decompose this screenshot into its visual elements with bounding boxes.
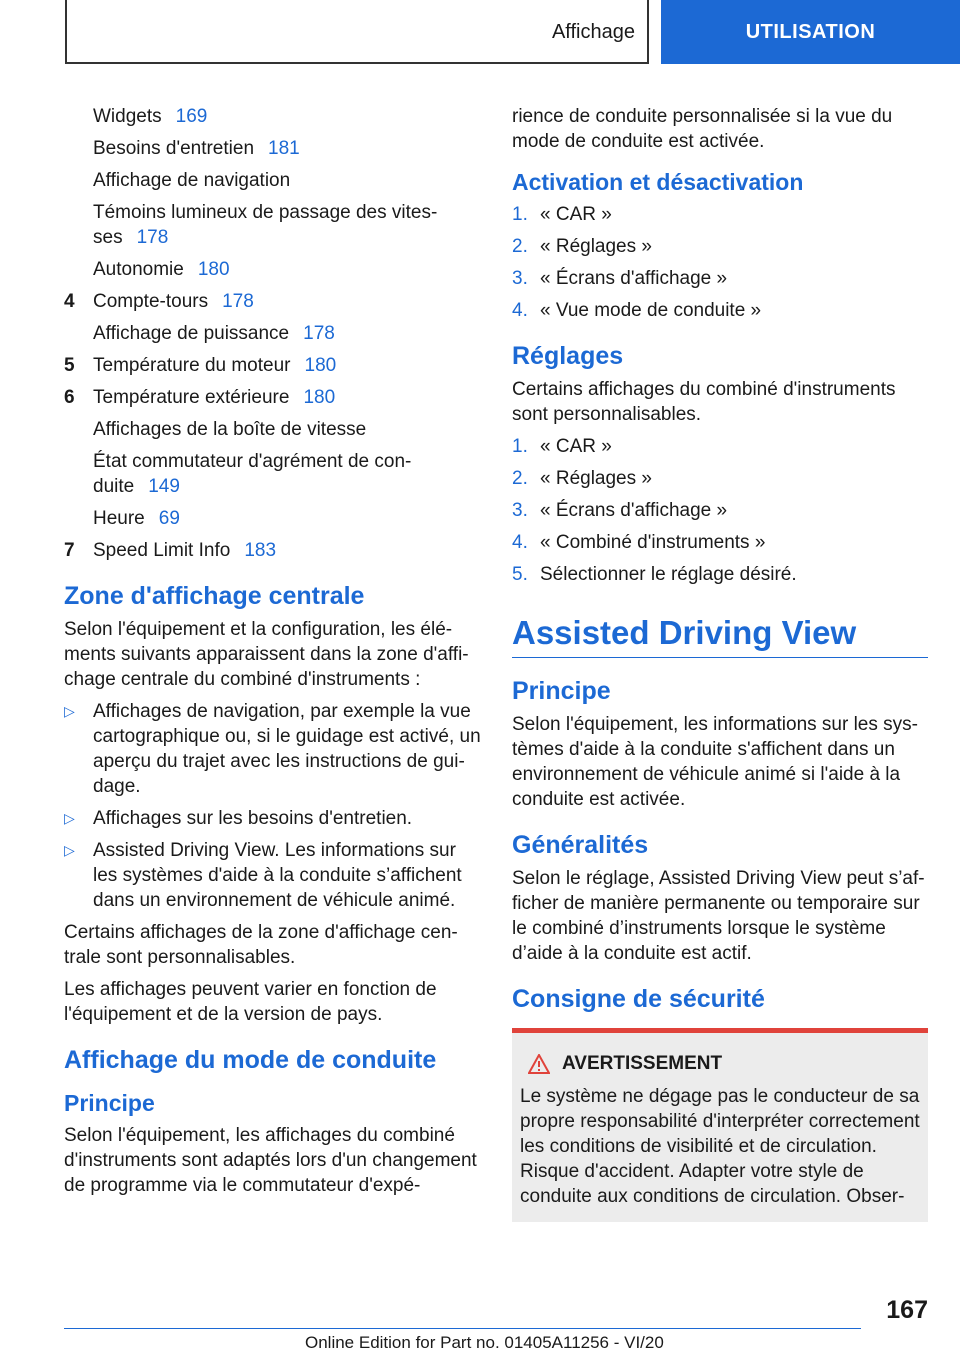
legend-text — [93, 353, 336, 378]
chapter-tab[interactable]: UTILISATION — [661, 0, 960, 64]
adv-heading: Assisted Driving View — [512, 613, 928, 658]
legend-number — [64, 417, 93, 442]
bullet-text: Assisted Driving View. Les informations sur les systèmes d'aide à la conduite s’affichent dans un environnement de véhicule animé. — [93, 840, 462, 911]
page-reference-link[interactable]: 178 — [303, 323, 335, 344]
adv-principe-text: Selon l'équipement, les informations sur les systèmes d'aide à la conduite s'affichent dans un environnement de véhicule animé si l'aide à la conduite est activée. — [512, 714, 918, 810]
legend-label: Compte-tours — [93, 291, 209, 312]
legend-label: Autonomie — [93, 259, 184, 280]
bullet-text: Affichages sur les besoins d'entretien. — [93, 808, 413, 829]
step-text: « Écrans d'affichage » — [540, 500, 728, 521]
reglages-text: Certains affichages du combiné d'instruments sont personnalisables. — [512, 379, 896, 425]
legend-item — [64, 104, 482, 129]
legend-number: 4 — [64, 291, 75, 312]
zone-paragraph-2: Les affichages peuvent varier en fonction de l'équipement et de la version de pays. — [64, 979, 437, 1025]
legend-number — [64, 321, 93, 346]
legend-item — [64, 200, 482, 250]
legend-label: Affichages de la boîte de vitesse — [93, 419, 367, 440]
step-number: 1. — [512, 436, 528, 457]
legend-item — [64, 353, 482, 378]
legend-text — [93, 136, 300, 161]
reglages-heading: Réglages — [512, 342, 624, 370]
step-number: 2. — [512, 468, 528, 489]
reglages-step-list — [512, 434, 928, 587]
legend-number — [64, 257, 93, 282]
page-reference-link[interactable]: 178 — [136, 227, 169, 248]
warning-box — [512, 1028, 928, 1222]
step-item — [512, 298, 928, 323]
page-reference-link[interactable]: 181 — [268, 138, 300, 159]
legend-item — [64, 321, 482, 346]
warning-text: Le système ne dégage pas le conducteur de sa propre responsabilité d'interpréter correctement les conditions de visibilité et de circulation. Risque d'accident. Adapter votre style de conduite aux conditions de circulation. Obser- — [520, 1086, 920, 1207]
legend-text — [93, 417, 366, 442]
step-item — [512, 562, 928, 587]
legend-number — [64, 104, 93, 129]
generalites-text: Selon le réglage, Assisted Driving View peut s’afficher de manière permanente ou temporaire sur le combiné d’instruments lorsque le système d’aide à la conduite est actif. — [512, 868, 925, 964]
bullet-item — [64, 699, 482, 799]
legend-item — [64, 257, 482, 282]
legend-item — [64, 136, 482, 161]
triangle-bullet-icon: ▷ — [64, 703, 75, 719]
legend-number: 7 — [64, 540, 75, 561]
warning-title: AVERTISSEMENT — [562, 1053, 723, 1074]
zone-bullet-list — [64, 699, 482, 913]
step-number: 1. — [512, 204, 528, 225]
legend-label: Speed Limit Info — [93, 540, 231, 561]
zone-heading: Zone d'affichage centrale — [64, 582, 365, 610]
step-item — [512, 266, 928, 291]
legend-item — [64, 289, 482, 314]
page-number: 167 — [886, 1296, 928, 1324]
triangle-bullet-icon: ▷ — [64, 842, 75, 858]
legend-text — [93, 104, 207, 129]
securite-heading: Consigne de sécurité — [512, 985, 765, 1013]
legend-text — [93, 200, 482, 250]
legend-text — [93, 506, 180, 531]
legend-list — [64, 104, 482, 563]
legend-label: Température extérieure — [93, 387, 290, 408]
legend-label: Affichage de navigation — [93, 170, 291, 191]
legend-item — [64, 417, 482, 442]
step-item — [512, 234, 928, 259]
step-item — [512, 498, 928, 523]
footer-divider — [64, 1328, 861, 1329]
adv-principe-heading: Principe — [512, 677, 611, 705]
left-column — [64, 104, 482, 1205]
step-text: « Écrans d'affichage » — [540, 268, 728, 289]
step-item — [512, 530, 928, 555]
legend-label: Besoins d'entretien — [93, 138, 255, 159]
triangle-bullet-icon: ▷ — [64, 810, 75, 826]
warning-header — [528, 1051, 920, 1076]
section-title: Affichage — [551, 20, 635, 43]
generalites-heading: Généralités — [512, 831, 649, 859]
legend-text — [93, 168, 290, 193]
edition-note: Online Edition for Part no. 01405A11256 - VI/20 — [305, 1333, 664, 1352]
step-number: 2. — [512, 236, 528, 257]
principe-text: Selon l'équipement, les affichages du combiné d'instruments sont adaptés lors d'un changement de programme via le commutateur d'expé- — [64, 1125, 477, 1196]
legend-text — [93, 538, 276, 563]
page-reference-link[interactable]: 183 — [244, 540, 277, 561]
page-reference-link[interactable]: 178 — [222, 291, 254, 312]
step-number: 3. — [512, 268, 528, 289]
legend-label: Affichage de puissance — [93, 323, 290, 344]
activation-heading: Activation et désactivation — [512, 169, 804, 195]
page-reference-link[interactable]: 149 — [148, 476, 180, 497]
legend-label: Heure — [93, 508, 145, 529]
legend-item — [64, 385, 482, 410]
principe-heading: Principe — [64, 1090, 155, 1116]
step-item — [512, 466, 928, 491]
legend-text — [93, 321, 335, 346]
page-reference-link[interactable]: 169 — [175, 106, 208, 127]
page-reference-link[interactable]: 69 — [158, 508, 180, 529]
legend-number — [64, 200, 93, 250]
legend-number — [64, 449, 93, 499]
step-text: « Combiné d'instruments » — [540, 532, 766, 553]
legend-number — [64, 136, 93, 161]
step-text: « Vue mode de conduite » — [540, 300, 762, 321]
legend-item — [64, 449, 482, 499]
step-text: « CAR » — [540, 204, 612, 225]
step-number: 3. — [512, 500, 528, 521]
legend-label: Température du moteur — [93, 355, 291, 376]
page-reference-link[interactable]: 180 — [303, 387, 336, 408]
legend-item — [64, 506, 482, 531]
legend-number — [64, 506, 93, 531]
step-text: « CAR » — [540, 436, 612, 457]
continued-text: rience de conduite personnalisée si la vue du mode de conduite est activée. — [512, 106, 893, 152]
step-text: Sélectionner le réglage désiré. — [540, 564, 797, 585]
bullet-item — [64, 838, 482, 913]
legend-number: 6 — [64, 387, 75, 408]
legend-text — [93, 449, 482, 499]
step-number: 4. — [512, 532, 528, 553]
step-item — [512, 202, 928, 227]
warning-icon — [528, 1054, 550, 1074]
legend-number — [64, 168, 93, 193]
legend-number: 5 — [64, 355, 75, 376]
legend-text — [93, 289, 254, 314]
step-text: « Réglages » — [540, 236, 652, 257]
legend-item — [64, 538, 482, 563]
activation-step-list — [512, 202, 928, 323]
legend-label: Témoins lumineux de passage des vitesses — [93, 202, 438, 248]
mode-heading: Affichage du mode de conduite — [64, 1046, 437, 1074]
zone-intro: Selon l'équipement et la configuration, les éléments suivants apparaissent dans la zone d'affichage centrale du combiné d'instruments : — [64, 619, 469, 690]
right-column — [512, 104, 928, 1222]
legend-item — [64, 168, 482, 193]
step-item — [512, 434, 928, 459]
page-reference-link[interactable]: 180 — [197, 259, 230, 280]
legend-label: État commutateur d'agrément de conduite — [93, 451, 412, 497]
bullet-text: Affichages de navigation, par exemple la vue cartographique ou, si le guidage est activé, un aperçu du trajet avec les instructions de guidage. — [93, 701, 481, 797]
step-number: 5. — [512, 564, 528, 585]
legend-label: Widgets — [93, 106, 162, 127]
legend-text — [93, 257, 230, 282]
page-reference-link[interactable]: 180 — [304, 355, 337, 376]
zone-paragraph-1: Certains affichages de la zone d'affichage centrale sont personnalisables. — [64, 922, 458, 968]
legend-text — [93, 385, 335, 410]
step-number: 4. — [512, 300, 528, 321]
bullet-item — [64, 806, 482, 831]
step-text: « Réglages » — [540, 468, 652, 489]
